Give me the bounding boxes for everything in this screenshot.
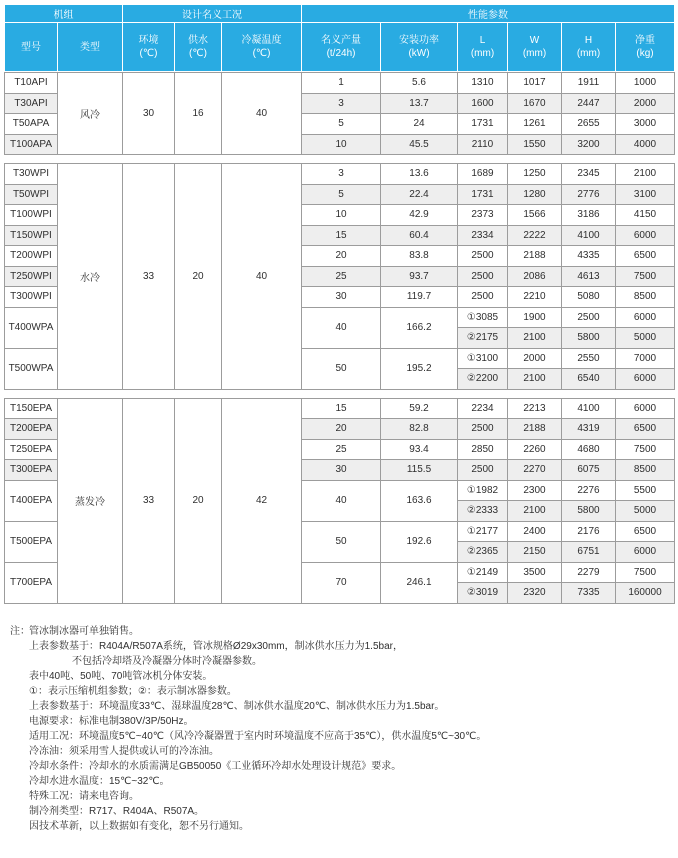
- column-header: L (mm): [458, 23, 508, 72]
- model-cell: T700EPA: [5, 562, 58, 603]
- column-header: 安装功率 (kW): [381, 23, 458, 72]
- capacity-cell: 30: [302, 460, 381, 481]
- power-cell: 42.9: [381, 205, 458, 226]
- weight-cell: 160000: [616, 583, 675, 604]
- capacity-cell: 25: [302, 439, 381, 460]
- column-header: 供水 (℃): [175, 23, 222, 72]
- power-cell: 166.2: [381, 307, 458, 348]
- note-line: 因技术革新，以上数据如有变化，恕不另行通知。: [29, 820, 249, 832]
- width-cell: 1550: [508, 134, 562, 155]
- ambient-temp-cell: 33: [123, 164, 175, 390]
- power-cell: 60.4: [381, 225, 458, 246]
- capacity-cell: 15: [302, 225, 381, 246]
- model-cell: T30WPI: [5, 164, 58, 185]
- weight-cell: 3000: [616, 114, 675, 135]
- supply-water-temp-cell: 20: [175, 398, 222, 603]
- condensing-temp-cell: 40: [222, 73, 302, 155]
- width-cell: 2320: [508, 583, 562, 604]
- ambient-temp-cell: 33: [123, 398, 175, 603]
- weight-cell: 7500: [616, 266, 675, 287]
- notes-lines: [10, 624, 675, 834]
- table-row: [5, 164, 675, 185]
- length-cell: 2500: [458, 266, 508, 287]
- column-group-header: 设计名义工况: [123, 5, 302, 23]
- note-line: 管冰制冰器可单独销售。: [29, 625, 139, 637]
- length-cell: 2500: [458, 246, 508, 267]
- length-cell: 1600: [458, 93, 508, 114]
- length-cell: ①3100: [458, 348, 508, 369]
- height-cell: 2500: [562, 307, 616, 328]
- power-cell: 22.4: [381, 184, 458, 205]
- weight-cell: 6500: [616, 521, 675, 542]
- capacity-cell: 70: [302, 562, 381, 603]
- weight-cell: 4150: [616, 205, 675, 226]
- note-line: 上表参数基于：R404A/R507A系统，管冰规格Ø29x30mm，制冰供水压力为1.5bar，: [29, 640, 403, 652]
- model-cell: T400EPA: [5, 480, 58, 521]
- length-cell: 2110: [458, 134, 508, 155]
- table-header: [4, 4, 675, 72]
- power-cell: 45.5: [381, 134, 458, 155]
- height-cell: 4613: [562, 266, 616, 287]
- power-cell: 13.7: [381, 93, 458, 114]
- type-cell: 蒸发冷: [58, 398, 123, 603]
- weight-cell: 2000: [616, 93, 675, 114]
- weight-cell: 6000: [616, 398, 675, 419]
- width-cell: 2000: [508, 348, 562, 369]
- model-cell: T30API: [5, 93, 58, 114]
- weight-cell: 6000: [616, 542, 675, 563]
- length-cell: 2334: [458, 225, 508, 246]
- capacity-cell: 5: [302, 114, 381, 135]
- weight-cell: 5500: [616, 480, 675, 501]
- height-cell: 4100: [562, 398, 616, 419]
- table-row: [5, 23, 675, 72]
- notes-section: [4, 624, 675, 834]
- weight-cell: 6500: [616, 246, 675, 267]
- weight-cell: 7500: [616, 439, 675, 460]
- capacity-cell: 40: [302, 480, 381, 521]
- note-line: 不包括冷却塔及冷凝器分体时冷凝器参数。: [72, 655, 262, 667]
- model-cell: T200WPI: [5, 246, 58, 267]
- column-header: 型号: [5, 23, 58, 72]
- model-cell: T50APA: [5, 114, 58, 135]
- width-cell: 2213: [508, 398, 562, 419]
- spec-group-table: [4, 398, 675, 604]
- capacity-cell: 10: [302, 134, 381, 155]
- height-cell: 2550: [562, 348, 616, 369]
- width-cell: 2270: [508, 460, 562, 481]
- capacity-cell: 5: [302, 184, 381, 205]
- power-cell: 195.2: [381, 348, 458, 389]
- model-cell: T150WPI: [5, 225, 58, 246]
- model-cell: T250EPA: [5, 439, 58, 460]
- weight-cell: 8500: [616, 460, 675, 481]
- length-cell: ②3019: [458, 583, 508, 604]
- note-line: 电源要求：标准电制380V/3P/50Hz。: [29, 715, 194, 727]
- length-cell: ①2177: [458, 521, 508, 542]
- height-cell: 7335: [562, 583, 616, 604]
- model-cell: T100WPI: [5, 205, 58, 226]
- width-cell: 2100: [508, 369, 562, 390]
- height-cell: 4680: [562, 439, 616, 460]
- width-cell: 1900: [508, 307, 562, 328]
- length-cell: 1731: [458, 184, 508, 205]
- weight-cell: 2100: [616, 164, 675, 185]
- weight-cell: 6000: [616, 225, 675, 246]
- table-row: [5, 73, 675, 94]
- supply-water-temp-cell: 16: [175, 73, 222, 155]
- spec-group-table: [4, 163, 675, 390]
- width-cell: 1250: [508, 164, 562, 185]
- spec-table: [4, 4, 675, 604]
- height-cell: 2276: [562, 480, 616, 501]
- length-cell: 1731: [458, 114, 508, 135]
- height-cell: 2447: [562, 93, 616, 114]
- notes-label: 注：: [10, 625, 30, 637]
- height-cell: 3200: [562, 134, 616, 155]
- length-cell: 2373: [458, 205, 508, 226]
- weight-cell: 4000: [616, 134, 675, 155]
- weight-cell: 7500: [616, 562, 675, 583]
- capacity-cell: 25: [302, 266, 381, 287]
- column-header: 环境 (℃): [123, 23, 175, 72]
- width-cell: 2100: [508, 328, 562, 349]
- power-cell: 59.2: [381, 398, 458, 419]
- length-cell: ②2365: [458, 542, 508, 563]
- power-cell: 115.5: [381, 460, 458, 481]
- width-cell: 1017: [508, 73, 562, 94]
- weight-cell: 5000: [616, 328, 675, 349]
- table-row: [5, 398, 675, 419]
- power-cell: 24: [381, 114, 458, 135]
- length-cell: 1310: [458, 73, 508, 94]
- column-header: 名义产量 (t/24h): [302, 23, 381, 72]
- width-cell: 2188: [508, 246, 562, 267]
- power-cell: 5.6: [381, 73, 458, 94]
- power-cell: 13.6: [381, 164, 458, 185]
- type-cell: 水冷: [58, 164, 123, 390]
- width-cell: 2400: [508, 521, 562, 542]
- power-cell: 93.7: [381, 266, 458, 287]
- capacity-cell: 15: [302, 398, 381, 419]
- condensing-temp-cell: 42: [222, 398, 302, 603]
- note-line: 适用工况：环境温度5℃~40℃（风冷冷凝器置于室内时环境温度不应高于35℃），供水温度5℃~30℃。: [29, 730, 487, 742]
- width-cell: 1261: [508, 114, 562, 135]
- model-cell: T100APA: [5, 134, 58, 155]
- length-cell: ②2200: [458, 369, 508, 390]
- model-cell: T10API: [5, 73, 58, 94]
- height-cell: 2176: [562, 521, 616, 542]
- height-cell: 3186: [562, 205, 616, 226]
- power-cell: 192.6: [381, 521, 458, 562]
- height-cell: 6540: [562, 369, 616, 390]
- height-cell: 6075: [562, 460, 616, 481]
- weight-cell: 6000: [616, 307, 675, 328]
- height-cell: 4319: [562, 419, 616, 440]
- width-cell: 2150: [508, 542, 562, 563]
- capacity-cell: 20: [302, 246, 381, 267]
- weight-cell: 1000: [616, 73, 675, 94]
- column-header: H (mm): [562, 23, 616, 72]
- model-cell: T500WPA: [5, 348, 58, 389]
- model-cell: T250WPI: [5, 266, 58, 287]
- capacity-cell: 20: [302, 419, 381, 440]
- condensing-temp-cell: 40: [222, 164, 302, 390]
- spec-group-table: [4, 72, 675, 155]
- length-cell: 2500: [458, 460, 508, 481]
- power-cell: 82.8: [381, 419, 458, 440]
- column-group-header: 性能参数: [302, 5, 675, 23]
- height-cell: 2655: [562, 114, 616, 135]
- length-cell: 2500: [458, 287, 508, 308]
- type-cell: 风冷: [58, 73, 123, 155]
- width-cell: 1670: [508, 93, 562, 114]
- length-cell: ②2175: [458, 328, 508, 349]
- height-cell: 2776: [562, 184, 616, 205]
- model-cell: T500EPA: [5, 521, 58, 562]
- note-line: 制冷剂类型：R717、R404A、R507A。: [29, 805, 205, 817]
- weight-cell: 3100: [616, 184, 675, 205]
- height-cell: 4100: [562, 225, 616, 246]
- power-cell: 93.4: [381, 439, 458, 460]
- length-cell: ①3085: [458, 307, 508, 328]
- length-cell: ①1982: [458, 480, 508, 501]
- column-header: 冷凝温度 (℃): [222, 23, 302, 72]
- capacity-cell: 1: [302, 73, 381, 94]
- capacity-cell: 50: [302, 521, 381, 562]
- width-cell: 3500: [508, 562, 562, 583]
- capacity-cell: 10: [302, 205, 381, 226]
- height-cell: 2345: [562, 164, 616, 185]
- height-cell: 5080: [562, 287, 616, 308]
- width-cell: 2100: [508, 501, 562, 522]
- model-cell: T400WPA: [5, 307, 58, 348]
- length-cell: ②2333: [458, 501, 508, 522]
- weight-cell: 5000: [616, 501, 675, 522]
- capacity-cell: 30: [302, 287, 381, 308]
- width-cell: 2300: [508, 480, 562, 501]
- width-cell: 2086: [508, 266, 562, 287]
- supply-water-temp-cell: 20: [175, 164, 222, 390]
- length-cell: 2850: [458, 439, 508, 460]
- width-cell: 2222: [508, 225, 562, 246]
- column-header: 类型: [58, 23, 123, 72]
- column-group-header: 机组: [5, 5, 123, 23]
- model-cell: T150EPA: [5, 398, 58, 419]
- weight-cell: 6500: [616, 419, 675, 440]
- note-line: 上表参数基于：环境温度33℃、湿球温度28℃、制冰供水温度20℃、制冰供水压力为1.5bar。: [29, 700, 445, 712]
- note-line: 冷却水进水温度：15℃~32℃。: [29, 775, 170, 787]
- height-cell: 5800: [562, 501, 616, 522]
- width-cell: 2260: [508, 439, 562, 460]
- note-line: 表中40吨、50吨、70吨管冰机分体安装。: [29, 670, 213, 682]
- width-cell: 1566: [508, 205, 562, 226]
- length-cell: 2500: [458, 419, 508, 440]
- power-cell: 119.7: [381, 287, 458, 308]
- weight-cell: 6000: [616, 369, 675, 390]
- weight-cell: 8500: [616, 287, 675, 308]
- height-cell: 6751: [562, 542, 616, 563]
- capacity-cell: 3: [302, 164, 381, 185]
- column-header: 净重 (kg): [616, 23, 675, 72]
- height-cell: 1911: [562, 73, 616, 94]
- model-cell: T200EPA: [5, 419, 58, 440]
- ambient-temp-cell: 30: [123, 73, 175, 155]
- note-line: 冷冻油：须采用雪人提供或认可的冷冻油。: [29, 745, 219, 757]
- length-cell: ①2149: [458, 562, 508, 583]
- model-cell: T50WPI: [5, 184, 58, 205]
- width-cell: 2188: [508, 419, 562, 440]
- note-line: 特殊工况：请来电咨询。: [29, 790, 139, 802]
- table-row: [5, 5, 675, 23]
- length-cell: 2234: [458, 398, 508, 419]
- width-cell: 2210: [508, 287, 562, 308]
- height-cell: 5800: [562, 328, 616, 349]
- note-line: 冷却水条件：冷却水的水质需满足GB50050《工业循环冷却水处理设计规范》要求。: [29, 760, 402, 772]
- power-cell: 83.8: [381, 246, 458, 267]
- note-line: ①：表示压缩机组参数；②：表示制冰器参数。: [29, 685, 237, 697]
- width-cell: 1280: [508, 184, 562, 205]
- power-cell: 163.6: [381, 480, 458, 521]
- model-cell: T300EPA: [5, 460, 58, 481]
- capacity-cell: 40: [302, 307, 381, 348]
- capacity-cell: 50: [302, 348, 381, 389]
- capacity-cell: 3: [302, 93, 381, 114]
- height-cell: 4335: [562, 246, 616, 267]
- length-cell: 1689: [458, 164, 508, 185]
- power-cell: 246.1: [381, 562, 458, 603]
- height-cell: 2279: [562, 562, 616, 583]
- column-header: W (mm): [508, 23, 562, 72]
- weight-cell: 7000: [616, 348, 675, 369]
- model-cell: T300WPI: [5, 287, 58, 308]
